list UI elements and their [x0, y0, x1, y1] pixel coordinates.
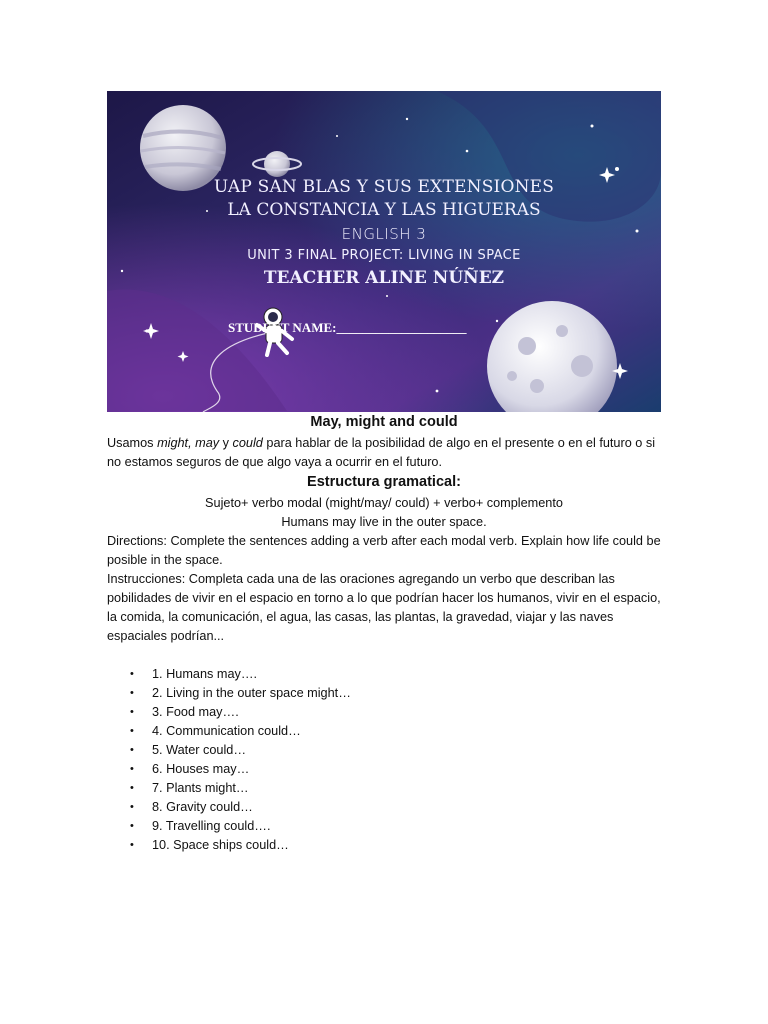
instructions-paragraph: Instrucciones: Completa cada una de las oraciones agregando un verbo que describan las pobilidades de vivir en el espacio en torno a lo que podrían hacer los humanos, vivir en el espacio, la comida, la comunicación, el agua, las casas, las plantas, la gravedad, viajar y las naves espaciales podrían... — [107, 572, 661, 643]
intro-before: Usamos — [107, 436, 158, 450]
list-item-text: 2. Living in the outer space might… — [152, 686, 351, 700]
list-item — [130, 722, 351, 741]
list-item-text: 7. Plants might… — [152, 781, 249, 795]
list-item-text: 4. Communication could… — [152, 724, 301, 738]
list-item — [130, 836, 351, 855]
bullet-icon: • — [130, 820, 134, 832]
bullet-icon: • — [130, 839, 134, 851]
bullet-icon: • — [130, 782, 134, 794]
intro-mid: y — [219, 436, 233, 450]
list-item-text: 8. Gravity could… — [152, 800, 253, 814]
bullet-icon: • — [130, 744, 134, 756]
bullet-icon: • — [130, 687, 134, 699]
directions-paragraph: Directions: Complete the sentences adding a verb after each modal verb. Explain how life could be posible in the space. — [107, 534, 661, 567]
project-title: UNIT 3 FINAL PROJECT: LIVING IN SPACE — [247, 248, 521, 263]
cover-banner — [107, 91, 661, 412]
student-name-field: STUDENT NAME:____________________ — [228, 320, 467, 335]
list-item — [130, 703, 351, 722]
list-item — [130, 760, 351, 779]
bullet-icon: • — [130, 801, 134, 813]
list-item — [130, 741, 351, 760]
list-item — [130, 684, 351, 703]
list-item-text: 3. Food may…. — [152, 705, 239, 719]
list-item — [130, 817, 351, 836]
exercise-list — [130, 665, 351, 855]
structure-heading: Estructura gramatical: — [307, 474, 461, 490]
intro-emphasis-1: might, may — [157, 436, 220, 450]
intro-after: para hablar de la posibilidad de algo en el presente o en el futuro o si no estamos seguros de que algo vaya a ocurrir en el futuro. — [107, 436, 656, 469]
course-name: ENGLISH 3 — [341, 225, 427, 243]
intro-paragraph — [107, 434, 663, 472]
list-item — [130, 798, 351, 817]
intro-emphasis-2: could — [232, 436, 263, 450]
school-extensions: LA CONSTANCIA Y LAS HIGUERAS — [227, 200, 541, 220]
bullet-icon: • — [130, 725, 134, 737]
example-sentence: Humans may live in the outer space. — [281, 515, 487, 529]
list-item-text: 5. Water could… — [152, 743, 247, 757]
structure-formula: Sujeto+ verbo modal (might/may/ could) + verbo+ complemento — [205, 496, 563, 510]
bullet-icon: • — [130, 668, 134, 680]
teacher-name: TEACHER ALINE NÚÑEZ — [263, 268, 505, 288]
list-item-text: 10. Space ships could… — [152, 838, 289, 852]
list-item — [130, 665, 351, 684]
list-item-text: 6. Houses may… — [152, 762, 250, 776]
bullet-icon: • — [130, 706, 134, 718]
page-title: May, might and could — [310, 414, 458, 430]
bullet-icon: • — [130, 763, 134, 775]
list-item — [130, 779, 351, 798]
list-item-text: 9. Travelling could…. — [152, 819, 271, 833]
school-name: UAP SAN BLAS Y SUS EXTENSIONES — [213, 177, 555, 197]
list-item-text: 1. Humans may…. — [152, 667, 258, 681]
